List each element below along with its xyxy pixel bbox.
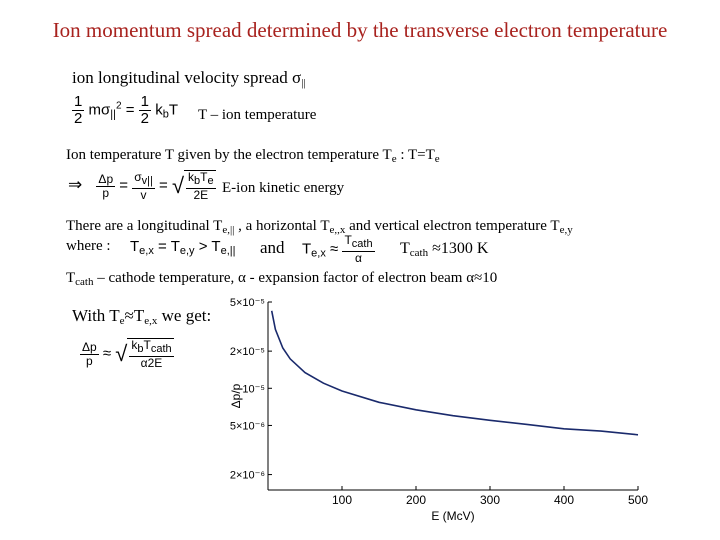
equals-sign: = <box>125 101 135 119</box>
equals-sign: = <box>119 176 129 194</box>
fraction-half-1: $\frac{1}{2}$ <box>74 93 83 127</box>
line2-text: Ion temperature T given by the electron temperature T <box>66 147 392 163</box>
line3-end: and vertical electron temperature T <box>345 218 560 234</box>
where-label: where : <box>66 238 111 254</box>
x-tick-label: 200 <box>405 493 427 507</box>
line2-sub1: e <box>391 153 397 165</box>
temperature-inequality: $T_{e,x} = T_{e,y} > T_{e,||}$ <box>130 238 236 257</box>
boltzmann-sub: b <box>162 108 169 121</box>
x-tick-label: 400 <box>553 493 575 507</box>
square-exponent: 2 <box>116 100 122 112</box>
substitution-line: With $T_e\approx T_{e,x}$ we get: <box>72 306 212 327</box>
y-tick-label: 5×10⁻⁵ <box>229 297 265 309</box>
equation-final <box>80 338 174 370</box>
cathode-temperature-value: $T_{cath} \approx 1300$ K <box>400 240 489 259</box>
x-tick-label: 300 <box>479 493 501 507</box>
ion-temperature-note: T – ion temperature <box>198 107 317 123</box>
boltzmann-k: k <box>155 101 163 119</box>
sigma-subscript: || <box>301 77 306 89</box>
sqrt-expression: √ $\frac{\text{kbTe}}{2E}$ <box>171 170 214 202</box>
temperature-symbol: T <box>168 101 178 119</box>
and-word: and <box>260 238 285 257</box>
momentum-spread-curve <box>272 311 638 435</box>
implies-arrow: ⇒ <box>68 174 83 194</box>
y-axis-label: Δp/p <box>229 383 243 409</box>
fraction-half-2: $\frac{1}{2}$ <box>140 93 150 127</box>
y-tick-label: 10⁻⁵ <box>242 383 265 396</box>
mass-symbol: m <box>88 101 102 119</box>
approx-sign: ≈ <box>102 344 112 362</box>
dp-over-p-final: $\frac{\Delta p}{p}$ <box>82 339 97 368</box>
momentum-spread-chart <box>228 292 668 532</box>
velocity-spread-text: ion longitudinal velocity spread <box>72 68 293 87</box>
y-tick-label: 2×10⁻⁶ <box>229 469 265 482</box>
sigma-over-v: $\frac{\sigma v||}{v}$ <box>134 169 153 202</box>
ion-temperature-line <box>66 147 440 165</box>
expansion-relation: $T_{e,x}$ ≈ $\frac{\text{Tcath}}{\alpha}$ <box>302 233 373 265</box>
dp-over-p: $\frac{\Delta p}{p}$ <box>98 171 114 200</box>
line2-mid: : T=T <box>396 147 435 163</box>
sigma-sub: || <box>110 108 116 121</box>
equation-momentum-spread <box>68 170 216 202</box>
sqrt-final: √ $\frac{\text{kbTcath}}{\alpha 2E}$ <box>115 338 172 370</box>
chart-axes <box>268 302 638 490</box>
line3-text: There are a longitudinal T <box>66 218 223 234</box>
page-title: Ion momentum spread determined by the transverse electron temperature <box>52 18 668 42</box>
chart-ticks <box>230 297 648 507</box>
line3-mid: , a horizontal T <box>234 218 330 234</box>
y-tick-label: 5×10⁻⁶ <box>229 420 265 433</box>
sigma-symbol: σ <box>292 68 302 87</box>
line3-sub3: e,y <box>559 224 573 236</box>
equation-energy <box>72 94 178 127</box>
line2-sub2: e <box>434 153 440 165</box>
velocity-spread-label <box>72 68 306 89</box>
sigma-symbol: σ <box>101 101 111 119</box>
line3-sub2: e,,x <box>329 224 346 236</box>
cathode-definition-line: $T_{cath}$ – cathode temperature, α - expansion factor of electron beam α≈10 <box>66 270 498 288</box>
equals-sign-2: = <box>159 176 168 194</box>
x-tick-label: 100 <box>331 493 353 507</box>
kinetic-energy-note: E-ion kinetic energy <box>222 180 345 196</box>
x-axis-label: E (McV) <box>431 509 475 523</box>
line3-sub1: e,|| <box>222 224 235 236</box>
y-tick-label: 2×10⁻⁵ <box>229 346 265 359</box>
x-tick-label: 500 <box>627 493 649 507</box>
